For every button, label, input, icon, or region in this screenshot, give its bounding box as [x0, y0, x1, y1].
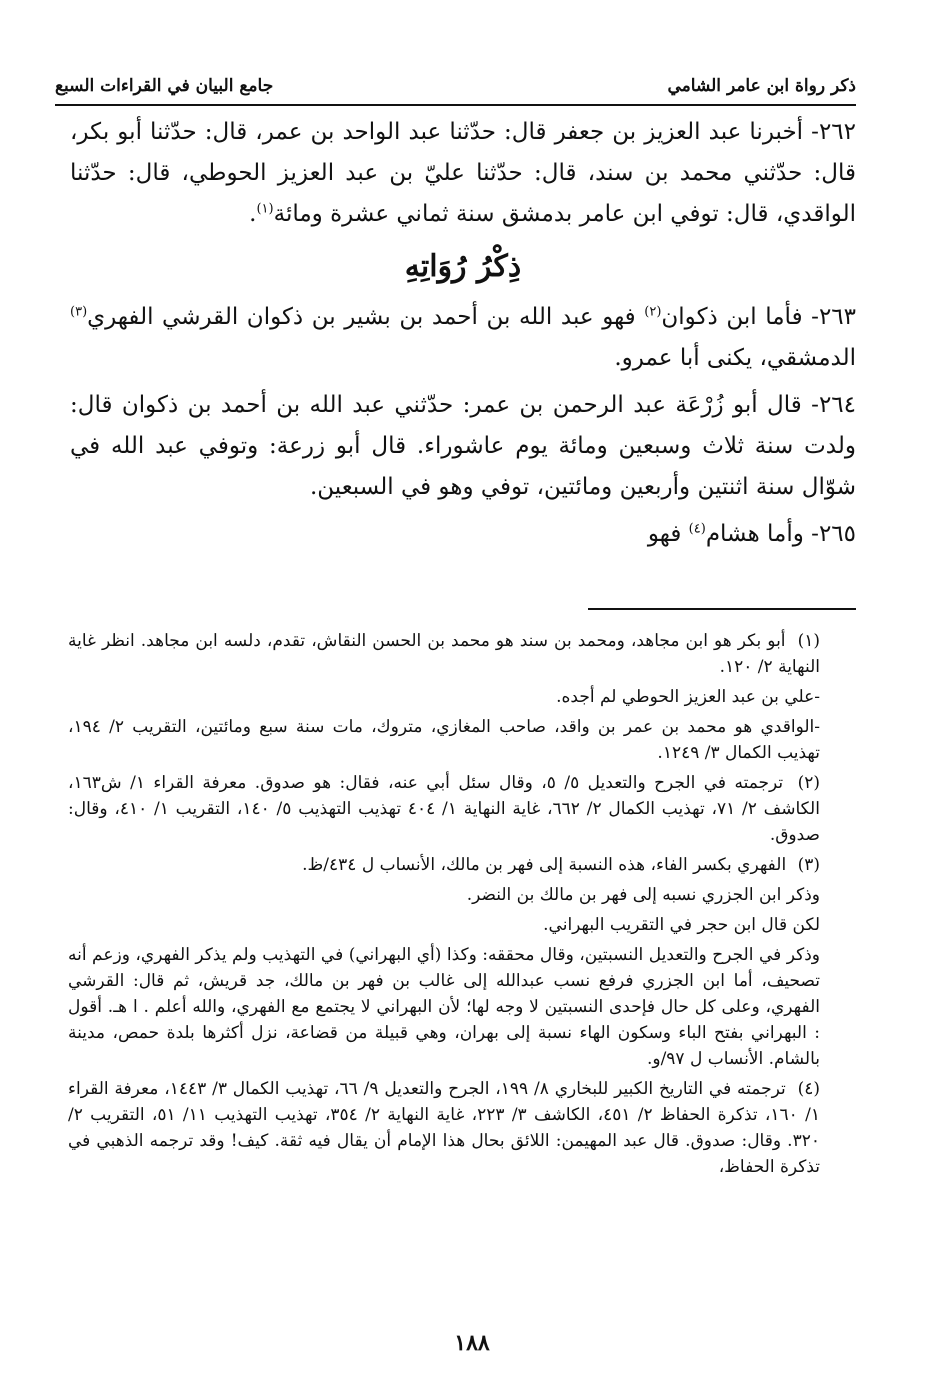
footnotes [68, 628, 820, 1184]
footnote-ref[interactable]: (٤) [688, 521, 706, 537]
page-number: ١٨٨ [454, 1330, 490, 1356]
paragraph-text: أخبرنا عبد العزيز بن جعفر قال: حدّثنا عبد الواحد بن عمر، قال: حدّثنا أبو بكر، قال: حدّثني محمد بن سند، قال: حدّثنا عليّ بن عبد العزيز الحوطي، قال: حدّثنا الواقدي، قال: توفي ابن عامر بدمشق سنة ثماني عشرة ومائة [70, 119, 856, 227]
footnote-2 [68, 770, 820, 848]
running-header [55, 70, 856, 104]
paragraph-text: وأما هشام [705, 521, 804, 547]
chapter-title: ذكر رواة ابن عامر الشامي [667, 76, 856, 96]
footnote-1-note: -علي بن عبد العزيز الحوطي لم أجده. [556, 687, 820, 707]
footnote-3 [68, 852, 820, 878]
footnote-ref[interactable]: (١) [256, 201, 274, 217]
paragraph-263 [70, 297, 856, 379]
footnote-3-note: لكن قال ابن حجر في التقريب البهراني. [543, 915, 820, 935]
paragraph-end: . [249, 201, 257, 227]
section-heading: ذِكْرُ رُوَاتِهِ [404, 249, 522, 284]
footnote-mark: (١) [797, 631, 820, 651]
footnote-ref[interactable]: (٢) [644, 304, 662, 320]
paragraph-text: فهو عبد الله بن أحمد بن بشير بن ذكوان القرشي الفهري [87, 304, 636, 330]
book-title: جامع البيان في القراءات السبع [55, 76, 274, 96]
footnote-1 [68, 628, 820, 680]
footnote-text: أبو بكر هو ابن مجاهد، ومحمد بن سند هو محمد بن الحسن النقاش، تقدم، دلسه ابن مجاهد. انظر غاية النهاية ٢/ ١٢٠. [68, 631, 820, 677]
footnote-1-note: -الواقدي هو محمد بن عمر بن واقد، صاحب المغازي، متروك، مات سنة سبع ومائتين، التقريب ٢/ ١٩٤، تهذيب الكمال ٣/ ١٢٤٩. [68, 717, 820, 763]
footnote-text: ترجمته في التاريخ الكبير للبخاري ٨/ ١٩٩، الجرح والتعديل ٩/ ٦٦، تهذيب الكمال ٣/ ١٤٤٣، معرفة القراء ١/ ١٦٠، تذكرة الحفاظ ٢/ ٤٥١، الكاشف ٣/ ٢٢٣، غاية النهاية ٢/ ٣٥٤، تهذيب التهذيب ١١/ ٥١، التقريب ٢/ ٣٢٠. وقال: صدوق. قال عبد المهيمن: اللائق بحال هذا الإمام أن يقال فيه ثقة. كيف! وقد ترجمه الذهبي في تذكرة الحفاظ، [68, 1079, 820, 1177]
paragraph-number: ٢٦٥- [811, 521, 856, 547]
paragraph-264 [70, 385, 856, 508]
paragraph-265 [70, 514, 856, 555]
footnote-mark: (٢) [797, 773, 821, 793]
paragraph-number: ٢٦٣- [811, 304, 857, 330]
footnote-mark: (٣) [797, 855, 820, 875]
footnote-4 [68, 1076, 820, 1180]
footnote-3-note: وذكر ابن الجزري نسبه إلى فهر بن مالك بن النضر. [466, 885, 820, 905]
footnote-mark: (٤) [797, 1079, 821, 1099]
footnote-text: الفهري بكسر الفاء، هذه النسبة إلى فهر بن مالك، الأنساب ل ٤٣٤/ظ. [302, 855, 787, 875]
footnote-divider [588, 608, 856, 610]
footnote-3-note: وذكر في الجرح والتعديل النسبتين، وقال محققه: وكذا (أي البهراني) في التهذيب ولم يذكر الفهري، وزعم أنه تصحيف، أما ابن الجزري فرفع نسب عبدالله إلى غالب بن فهر بن مالك، جد قريش، ثم قال: القرشي الفهري، وعلى كل حال فإحدى النسبتين لا وجه لها؛ لأن البهراني لا يجتمع مع الفهري، والله أعلم . ا هـ. أقول : البهراني بفتح الباء وسكون الهاء نسبة إلى بهران، وهي قبيلة من قضاعة، نزل أكثرها بلدة حمص، مدينة بالشام. الأنساب ل ٩٧/و. [68, 945, 820, 1069]
paragraph-text: الدمشقي، يكنى أبا عمرو. [614, 345, 856, 371]
footnote-ref[interactable]: (٣) [70, 304, 88, 320]
paragraph-text: فهو [647, 521, 682, 547]
footnote-text: ترجمته في الجرح والتعديل ٥/ ٥، وقال سئل أبي عنه، فقال: هو صدوق. معرفة القراء ١/ ش١٦٣، الكاشف ٢/ ٧١، تهذيب الكمال ٢/ ٦٦٢، غاية النهاية ١/ ٤٠٤ تهذيب التهذيب ٥/ ١٤٠، التقريب ١/ ٤١٠، وقال: صدوق. [68, 773, 820, 845]
paragraph-262 [70, 112, 856, 235]
paragraph-number: ٢٦٢- [811, 119, 856, 145]
header-divider [55, 104, 856, 106]
main-text [70, 112, 856, 555]
paragraph-number: ٢٦٤- [811, 392, 856, 418]
paragraph-text: قال أبو زُرْعَة عبد الرحمن بن عمر: حدّثني عبد الله بن أحمد بن ذكوان قال: ولدت سنة ثلاث وسبعين ومائة يوم عاشوراء. قال أبو زرعة: وتوفي عبد الله في شوّال سنة اثنتين وأربعين ومائتين، توفي وهو في السبعين. [70, 392, 856, 500]
paragraph-text: فأما ابن ذكوان [661, 304, 803, 330]
